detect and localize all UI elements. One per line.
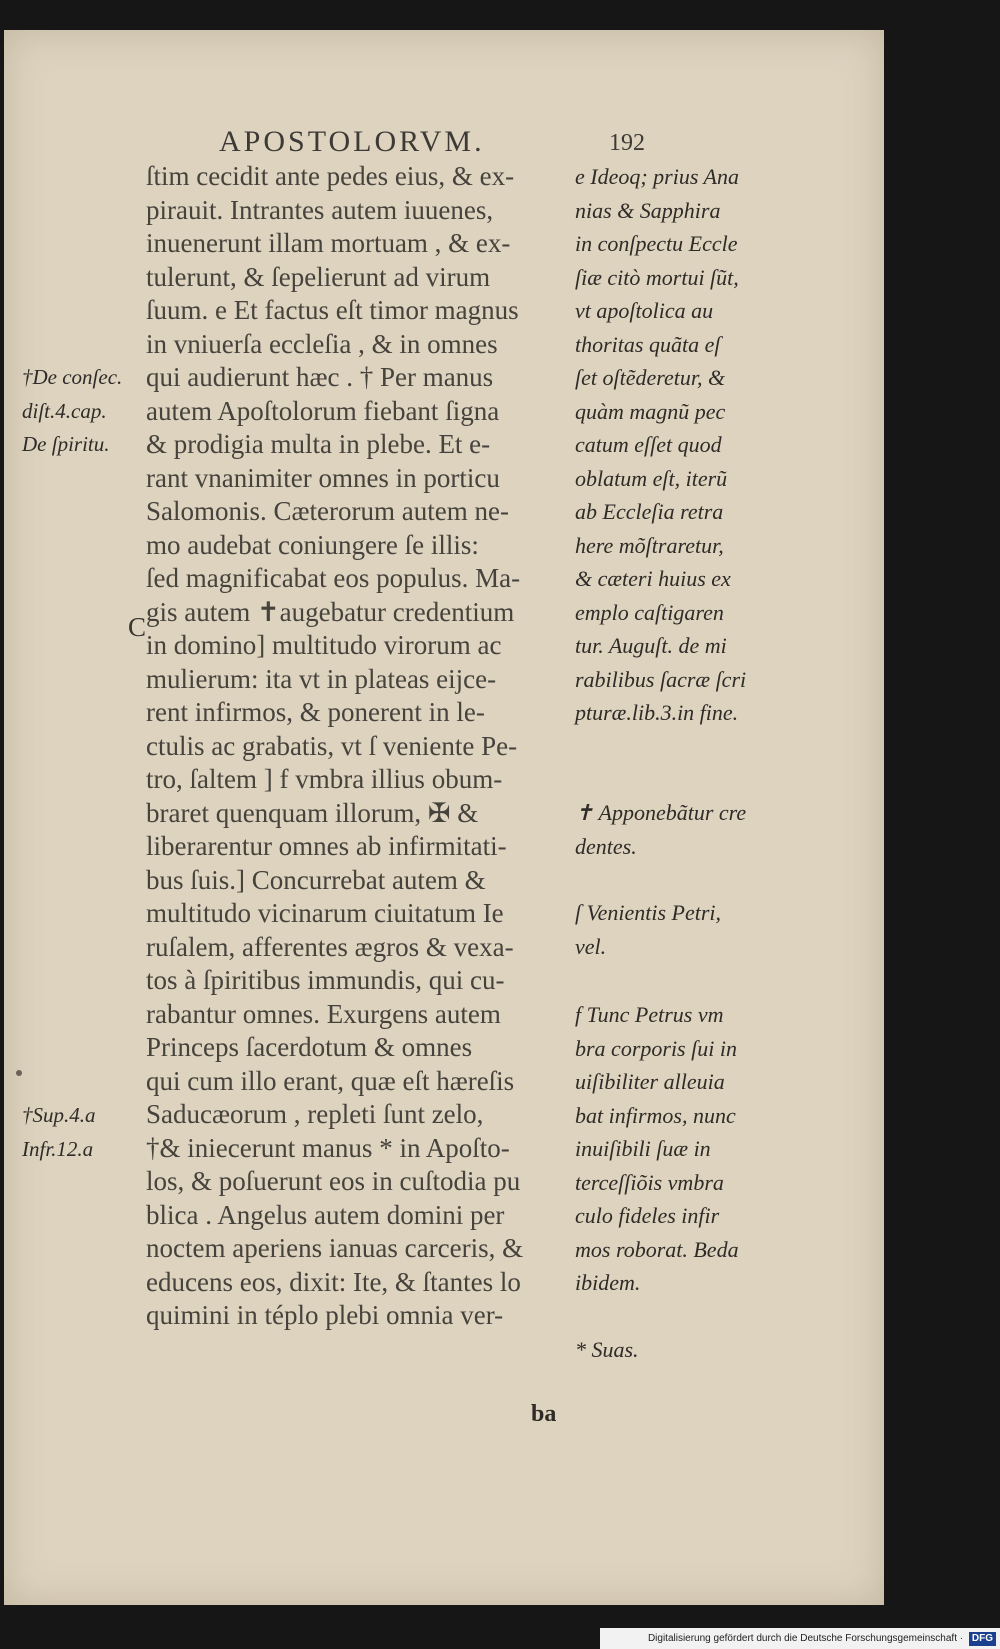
gloss-line: terceſſiõis vmbra bbox=[575, 1169, 724, 1195]
gloss-line: ſiæ citò mortui ſũt, bbox=[575, 264, 739, 290]
gloss-line: dentes. bbox=[575, 833, 637, 859]
gloss-note-cross bbox=[575, 796, 800, 863]
gloss-line: ✝ Apponebãtur cre bbox=[575, 800, 747, 825]
section-letter: C bbox=[128, 612, 147, 642]
gloss-line: catum eſſet quod bbox=[575, 432, 722, 457]
margin-reference-1 bbox=[22, 361, 162, 462]
gloss-note-e bbox=[575, 160, 800, 730]
gloss-note-star bbox=[575, 1333, 800, 1367]
gloss-note-f bbox=[575, 998, 800, 1300]
text-line: & prodigia multa in plebe. Et e- bbox=[146, 429, 491, 459]
text-line: ctulis ac grabatis, vt ſ veniente Pe- bbox=[146, 730, 518, 761]
gloss-line: thoritas quãta eſ bbox=[575, 331, 721, 357]
text-line: in domino] multitudo virorum ac bbox=[146, 630, 502, 660]
text-line: quimini in téplo plebi omnia ver- bbox=[146, 1300, 504, 1330]
gloss-line: vel. bbox=[575, 933, 607, 959]
text-line: ſuum. e Et factus eſt timor magnus bbox=[146, 295, 519, 325]
text-line: tos à ſpiritibus immundis, qui cu- bbox=[146, 965, 505, 995]
gloss-note-s bbox=[575, 896, 800, 963]
reference-line: †Sup.4.a bbox=[22, 1103, 96, 1127]
reference-line: De ſpiritu. bbox=[22, 432, 110, 456]
margin-dot-mark bbox=[16, 1070, 22, 1076]
text-line: ruſalem, afferentes ægros & vexa- bbox=[146, 931, 514, 962]
gloss-line: vt apoſtolica au bbox=[575, 298, 714, 323]
text-line: qui audierunt hæc . † Per manus bbox=[146, 362, 494, 392]
gloss-line: & cæteri huius ex bbox=[575, 566, 731, 591]
text-line: tulerunt, & ſepelierunt ad virum bbox=[146, 261, 491, 292]
gloss-line: oblatum eſt, iterũ bbox=[575, 465, 728, 491]
text-line: pirauit. Intrantes autem iuuenes, bbox=[146, 194, 494, 225]
gloss-line: in conſpectu Eccle bbox=[575, 231, 738, 256]
gloss-line: quàm magnũ pec bbox=[575, 398, 726, 424]
text-line: Princeps ſacerdotum & omnes bbox=[146, 1032, 473, 1062]
credit-text: Digitalisierung gefördert durch die Deutsche Forschungsgemeinschaft · bbox=[647, 1633, 964, 1644]
text-line: bus ſuis.] Concurrebat autem & bbox=[146, 864, 486, 895]
gloss-line: inuiſibili ſuæ in bbox=[575, 1136, 711, 1161]
text-line: gis autem ✝augebatur credentium bbox=[146, 596, 515, 627]
page-number: 192 bbox=[609, 130, 645, 156]
reference-line: †De conſec. bbox=[22, 365, 123, 389]
text-line: qui cum illo erant, quæ eſt hæreſis bbox=[146, 1065, 515, 1096]
gloss-line: rabilibus ſacræ ſcri bbox=[575, 666, 747, 692]
text-line: multitudo vicinarum ciuitatum Ie bbox=[146, 898, 504, 928]
catchword: ba bbox=[531, 1401, 557, 1427]
text-line: inuenerunt illam mortuam , & ex- bbox=[146, 228, 511, 258]
text-line: in vniuerſa eccleſia , & in omnes bbox=[146, 328, 498, 359]
reference-line: diſt.4.cap. bbox=[22, 398, 107, 423]
gloss-line: bra corporis ſui in bbox=[575, 1035, 737, 1061]
digitization-credit-bar bbox=[600, 1628, 1000, 1649]
text-line: tro, ſaltem ] f vmbra illius obum- bbox=[146, 764, 503, 794]
gloss-line: uiſibiliter alleuia bbox=[575, 1069, 725, 1094]
text-line: Salomonis. Cæterorum autem ne- bbox=[146, 496, 509, 526]
text-line: blica . Angelus autem domini per bbox=[146, 1199, 505, 1230]
gloss-line: ibidem. bbox=[575, 1270, 641, 1295]
main-text-column bbox=[146, 160, 581, 1333]
text-line: rabantur omnes. Exurgens autem bbox=[146, 998, 501, 1029]
gloss-line: tur. Auguſt. de mi bbox=[575, 633, 727, 658]
text-line: liberarentur omnes ab infirmitati- bbox=[146, 831, 507, 861]
text-line: noctem aperiens ianuas carceris, & bbox=[146, 1233, 524, 1263]
gloss-line: e Ideoq; prius Ana bbox=[575, 164, 739, 189]
running-title: APOSTOLORVM. bbox=[219, 125, 485, 158]
gloss-line: culo fideles infir bbox=[575, 1203, 720, 1228]
text-line: ſed magnificabat eos populus. Ma- bbox=[146, 563, 521, 593]
book-page bbox=[4, 30, 884, 1605]
gloss-line: bat infirmos, nunc bbox=[575, 1102, 736, 1128]
text-line: los, & poſuerunt eos in cuſtodia pu bbox=[146, 1166, 521, 1196]
gloss-line: f Tunc Petrus vm bbox=[575, 1002, 724, 1027]
text-line: rant vnanimiter omnes in porticu bbox=[146, 462, 500, 493]
gloss-line: pturæ.lib.3.in fine. bbox=[575, 700, 739, 725]
gloss-line: emplo caſtigaren bbox=[575, 599, 724, 625]
text-line: educens eos, dixit: Ite, & ſtantes lo bbox=[146, 1266, 521, 1297]
dfg-logo: DFG bbox=[969, 1632, 996, 1646]
text-line: braret quenquam illorum, ✠ & bbox=[146, 797, 479, 828]
gloss-line: nias & Sapphira bbox=[575, 197, 721, 223]
text-line: ſtim cecidit ante pedes eius, & ex- bbox=[146, 161, 515, 191]
gloss-line: ab Eccleſia retra bbox=[575, 499, 724, 524]
text-line: †& iniecerunt manus * in Apoſto- bbox=[146, 1132, 510, 1163]
gloss-line: ſ Venientis Petri, bbox=[575, 900, 722, 925]
margin-reference-2 bbox=[22, 1099, 162, 1166]
text-line: Saducæorum , repleti ſunt zelo, bbox=[146, 1099, 484, 1129]
text-line: rent infirmos, & ponerent in le- bbox=[146, 697, 485, 727]
text-line: mo audebat coniungere ſe illis: bbox=[146, 529, 479, 560]
text-line: autem Apoſtolorum fiebant ſigna bbox=[146, 395, 500, 426]
text-line: mulierum: ita vt in plateas eijce- bbox=[146, 663, 497, 694]
gloss-line: here mõſtraretur, bbox=[575, 532, 724, 558]
gloss-line: * Suas. bbox=[575, 1337, 639, 1362]
gloss-line: ſet oſtẽderetur, & bbox=[575, 365, 726, 390]
gloss-line: mos roborat. Beda bbox=[575, 1236, 739, 1262]
reference-line: Infr.12.a bbox=[22, 1136, 94, 1161]
